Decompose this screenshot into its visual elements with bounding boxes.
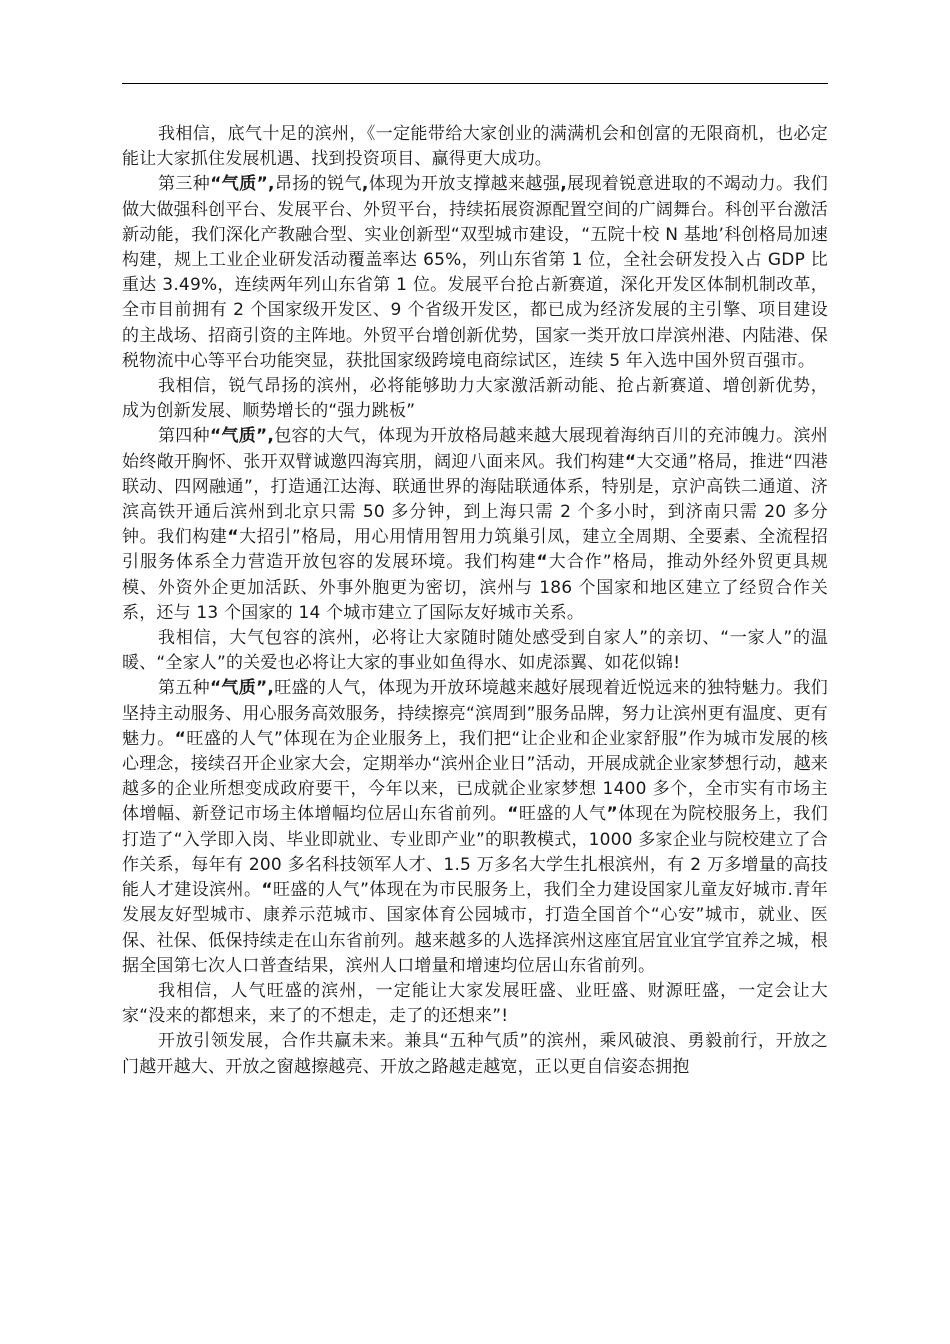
text-run: 开放引领发展，合作共赢未来。兼具“五种气质”的滨州，乘风破浪、勇毅前行，开放之门越开越大、开放之窗越擦越亮、开放之路越走越宽，正以更自信姿态拥抱 bbox=[122, 1031, 828, 1077]
paragraph bbox=[122, 172, 828, 374]
bold-text-run: ” bbox=[606, 804, 618, 825]
header-rule bbox=[122, 83, 828, 84]
text-run: 我相信，底气十足的滨州，《一定能带给大家创业的满满机会和创富的无限商机，也必定能让大家抓住发展机遇、找到投资项目、赢得更大成功。 bbox=[122, 124, 828, 170]
bold-text-run: “气质”, bbox=[209, 426, 275, 447]
bold-text-run: “气质”, bbox=[209, 678, 275, 699]
bold-text-run: “ bbox=[227, 527, 239, 548]
text-run: 大合作”格局，推动外经外贸更具规模、外资外企更加活跃、外事外胞更为密切，滨州与 186 个国家和地区建立了经贸合作关系，还与 13 个国家的 14 个城市建立了国际友好城市关系。 bbox=[122, 552, 828, 623]
bold-text-run: , bbox=[560, 174, 567, 195]
bold-text-run: “ bbox=[536, 552, 548, 573]
bold-text-run: “ bbox=[507, 804, 519, 825]
text-run: 体现为开放支撑越来越强 bbox=[368, 174, 561, 195]
text-run: 第五种 bbox=[158, 678, 210, 699]
text-run: 旺盛的人气 bbox=[518, 804, 607, 825]
text-run: 旺盛的人气，体现为开放环境越来越好展现着近悦远来的独特魅力。我们坚持主动服务、用心服务高效服务，持续擦亮“滨周到”服务品牌，努力让滨州更有温度、更有魅力。 bbox=[122, 678, 829, 749]
bold-text-run: “ bbox=[261, 880, 273, 901]
text-run: 旺盛的人气”体现在为市民服务上，我们全力建设国家儿童友好城市.青年发展友好型城市、康养示范城市、国家体育公园城市，打造全国首个“心安”城市，就业、医保、社保、低保持续走在山东省前列。越来越多的人选择滨州这座宜居宜业宜学宜养之城，根据全国第七次人口普查结果，滨州人口增量和增速均位居山东省前列。 bbox=[122, 880, 828, 976]
text-run: 我相信，大气包容的滨州，必将让大家随时随处感受到自家人”的亲切、“一家人”的温暖、“全家人”的关爱也必将让大家的事业如鱼得水、如虎添翼、如花似锦! bbox=[122, 628, 828, 674]
text-run: 我相信，人气旺盛的滨州，一定能让大家发展旺盛、业旺盛、财源旺盛，一定会让大家“没来的都想来，来了的不想走，走了的还想来”! bbox=[122, 980, 828, 1027]
text-run: 大招引”格局，用心用情用智用力筑巢引凤，建立全周期、全要素、全流程招引服务体系全力营造开放包容的发展环境。我们构建 bbox=[122, 527, 828, 573]
paragraph bbox=[122, 979, 828, 1029]
paragraph bbox=[122, 626, 828, 676]
paragraph bbox=[122, 122, 828, 172]
paragraph bbox=[122, 374, 828, 424]
text-run: 第三种 bbox=[158, 174, 211, 195]
text-run: 展现着锐意进取的不竭动力。我们做大做强科创平台、发展平台、外贸平台，持续拓展资源配置空间的广阔舞台。科创平台激活新动能，我们深化产教融合型、实业创新型“双型城市建设，“五院十校 N 基地’科创格局加速构建，规上工业企业研发活动覆盖率达 65%，列山东省第 1 位，全社会研发投入占 GDP 比重达 3.49%，连续两年列山东省第 1 位。发展平台抢占新赛道，深化开发区体制机制改革，全市目前拥有 2 个国家级开发区、9 个省级开发区，都已成为经济发展的主引擎、项目建设的主战场、招商引资的主阵地。外贸平台增创新优势，国家一类开放口岸滨州港、内陆港、保税物流中心等平台功能突显，获批国家级跨境电商综试区，连续 5 年入选中国外贸百强市。 bbox=[122, 174, 828, 371]
text-run: 大交通”格局，推进“四港联动、四网融通”，打造通江达海、联通世界的海陆联通体系，特别是，京沪高铁二通道、济滨高铁开通后滨州到北京只需 50 多分钟，到上海只需 2 个多小时，到济南只需 20 多分钟。我们构建 bbox=[122, 451, 828, 548]
paragraph bbox=[122, 1029, 828, 1079]
bold-text-run: , bbox=[361, 174, 369, 195]
text-run: 昂扬的锐气 bbox=[274, 174, 362, 195]
paragraph bbox=[122, 424, 828, 626]
bold-text-run: “气质”, bbox=[210, 174, 275, 195]
text-run: 第四种 bbox=[158, 426, 210, 447]
paragraph bbox=[122, 676, 828, 978]
text-run: 我相信，锐气昂扬的滨州，必将能够助力大家激活新动能、抢占新赛道、增创新优势，成为创新发展、顺势增长的“强力跳板” bbox=[122, 376, 828, 422]
text-run: 包容的大气，体现为开放格局越来越大展现着海纳百川的充沛魄力。滨州始终敞开胸怀、张开双臂诚邀四海宾朋，阔迎八面来风。我们构建 bbox=[122, 426, 828, 472]
bold-text-run: “ bbox=[174, 728, 186, 749]
document-body bbox=[122, 122, 828, 1080]
text-run: 旺盛的人气”体现在为企业服务上，我们把“让企业和企业家舒服”作为城市发展的核心理念，接续召开企业家大会，定期举办“滨州企业日”活动，开展成就企业家梦想行动，越来越多的企业所想变成政府要干，今年以来，已成就企业家梦想 1400 多个，全市实有市场主体增幅、新登记市场主体增幅均位居山东省前列。 bbox=[122, 728, 829, 825]
text-run: 体现在为院校服务上，我们打造了“入学即入岗、毕业即就业、专业即产业”的职教模式，1000 多家企业与院校建立了合作关系，每年有 200 多名科技领军人才、1.5 万多名大学生扎根滨州，有 2 万多增量的高技能人才建设滨州。 bbox=[122, 804, 829, 901]
bold-text-run: “ bbox=[624, 451, 637, 472]
